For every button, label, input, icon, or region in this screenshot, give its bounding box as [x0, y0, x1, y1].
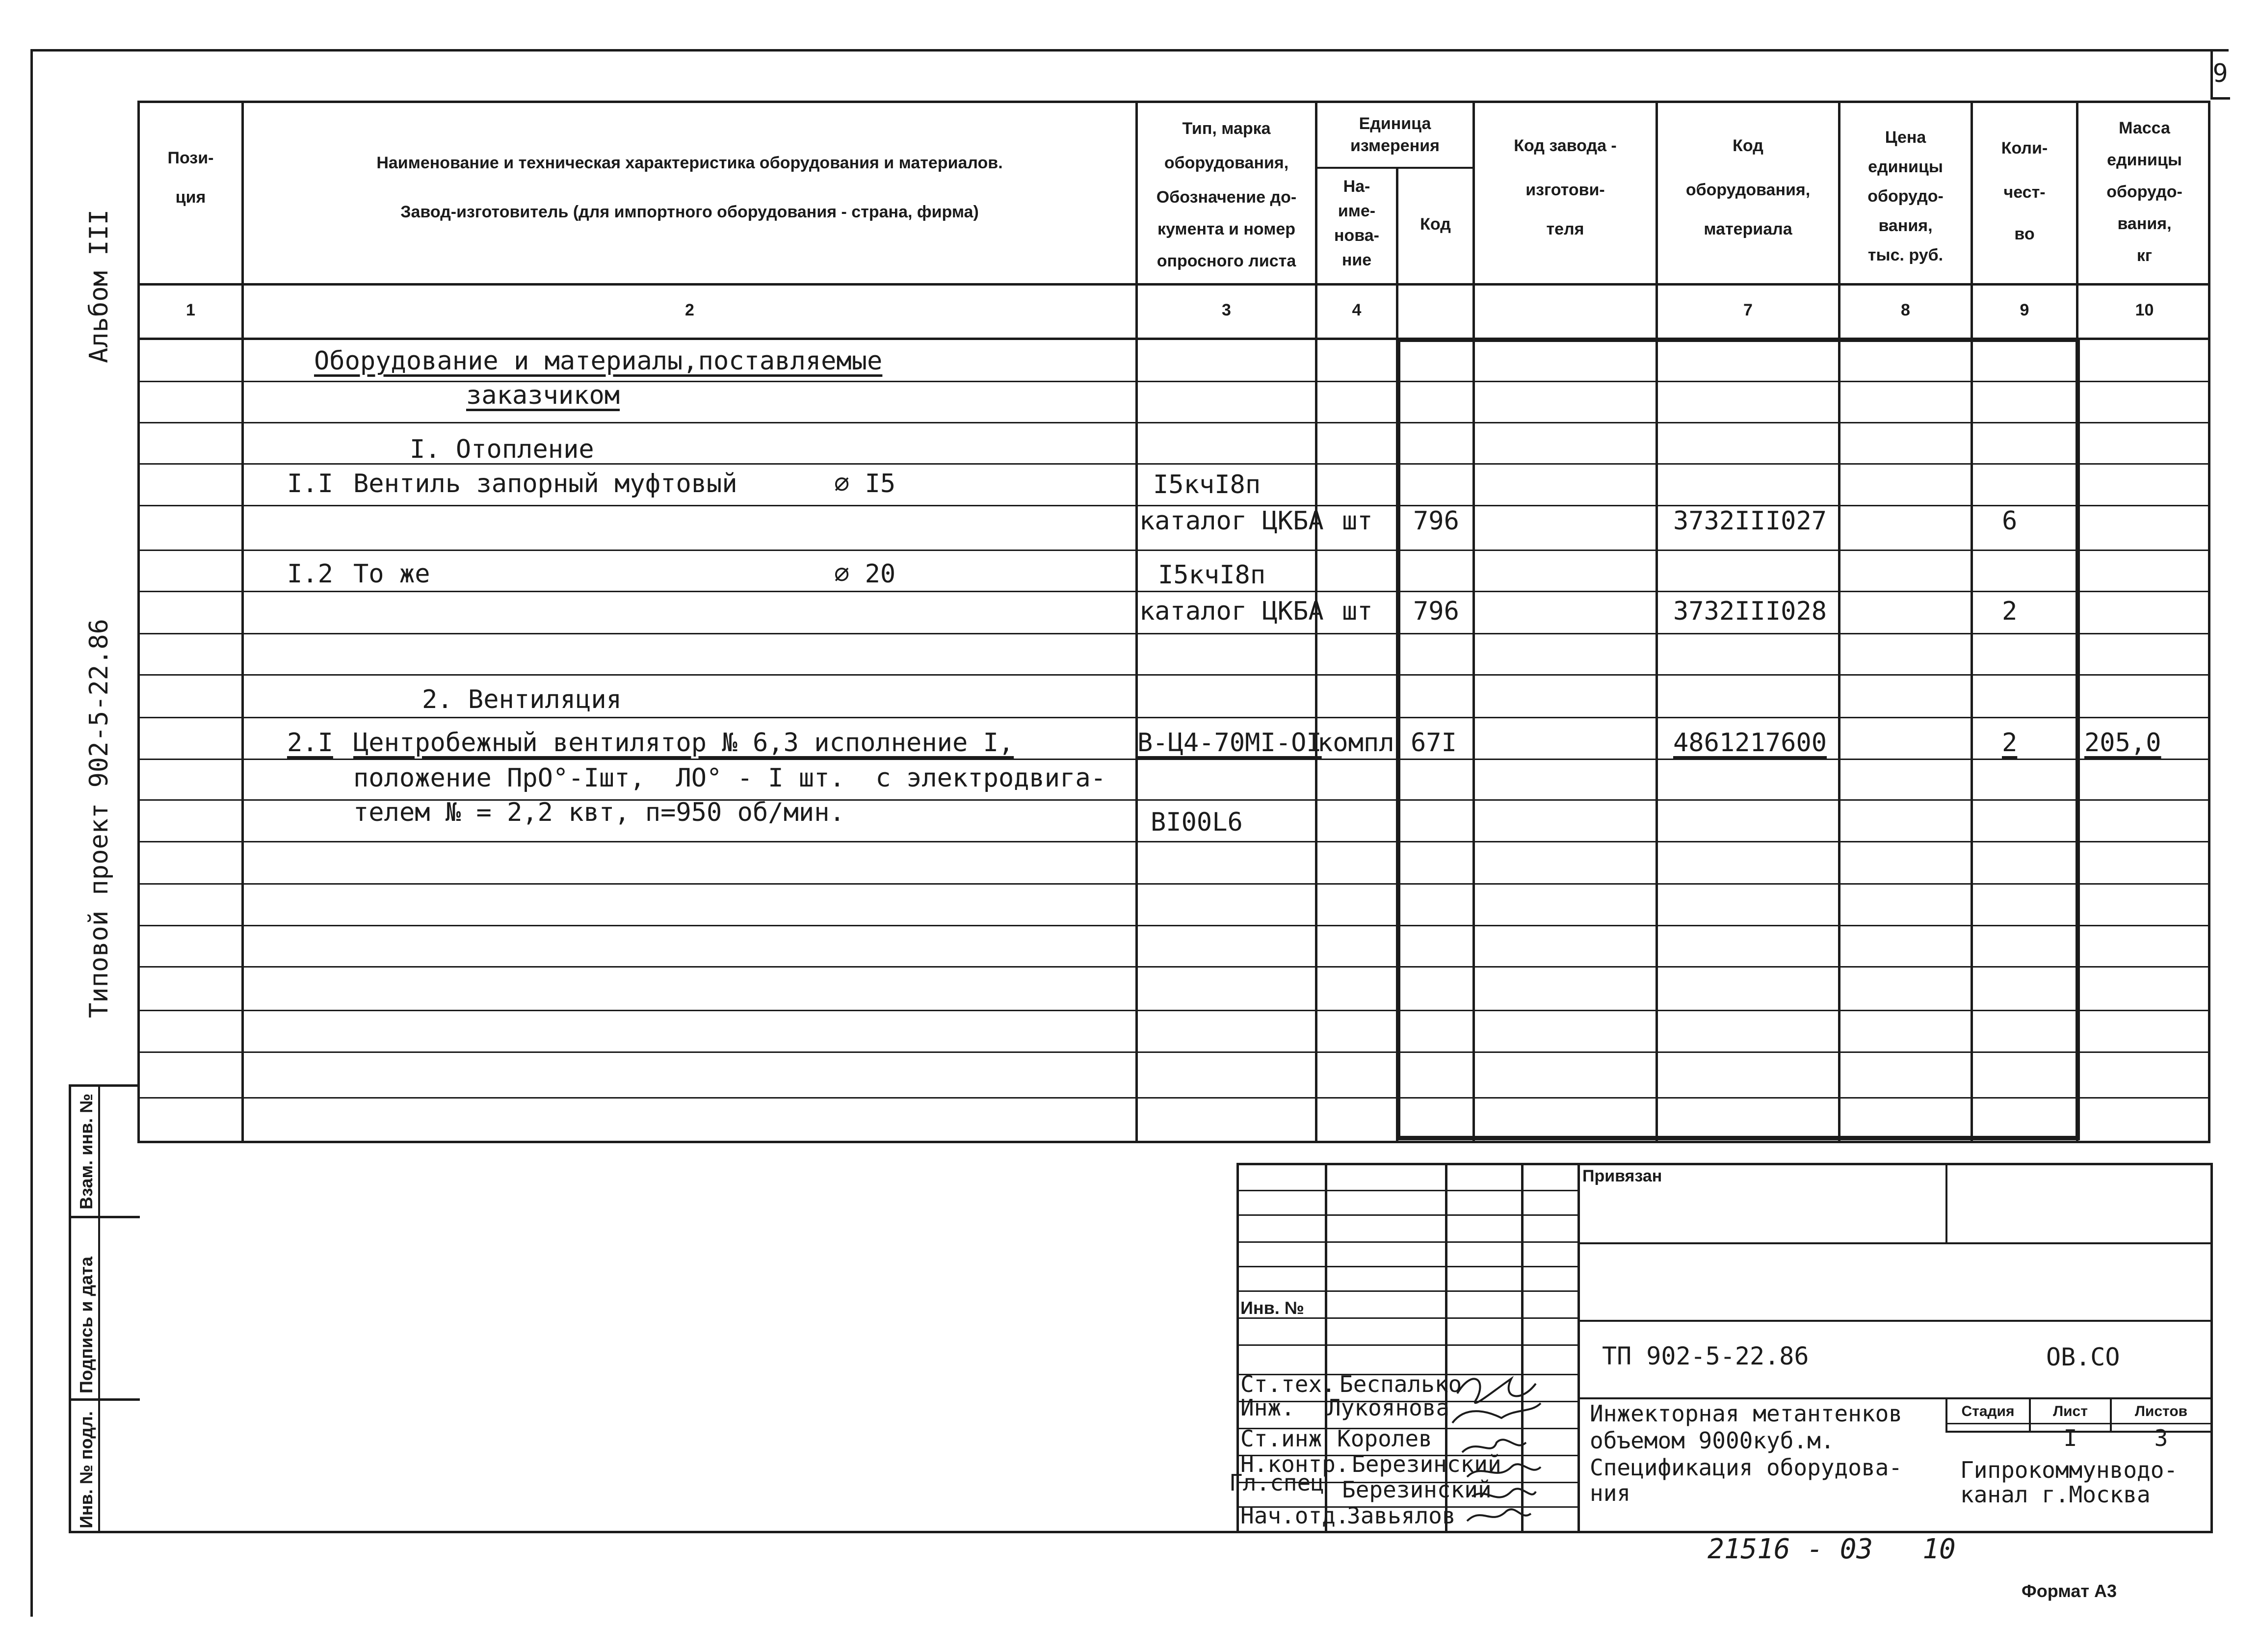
hdr-type-4: кумента и номер	[1157, 220, 1296, 238]
tb-staff-role: Гл.спец	[1229, 1469, 1324, 1496]
hdr-unitname-4: ние	[1341, 251, 1372, 269]
row-unit-code: 67I	[1411, 728, 1457, 758]
row-line	[137, 966, 2210, 968]
stamp-strip-line	[69, 1216, 140, 1218]
tb-line	[1945, 1163, 1947, 1244]
row-line	[137, 841, 2210, 842]
row-code: 3732III028	[1673, 597, 1827, 626]
project-label: Типовой проект 902-5-22.86	[84, 619, 114, 1018]
row-line	[137, 1097, 2210, 1099]
col-number: 1	[186, 301, 195, 319]
row-line	[137, 674, 2210, 676]
page-number: 9	[2212, 59, 2228, 88]
hdr-price-4: вания,	[1878, 216, 1933, 235]
row-type: В-Ц4-70МI-OI	[1137, 728, 1322, 758]
row-name: Вентиль запорный муфтовый	[353, 469, 737, 498]
tb-inv-no: Инв. №	[1240, 1298, 1304, 1318]
tb-line	[1236, 1290, 1580, 1292]
hdr-pos-2: ция	[175, 188, 206, 207]
row-quantity: 2	[2002, 597, 2018, 626]
tb-title-1: Инжекторная метантенков	[1590, 1400, 1902, 1427]
row-quantity: 2	[2002, 728, 2018, 758]
tb-line	[1577, 1320, 2213, 1322]
row-code: 3732III027	[1673, 506, 1827, 536]
row-position: 2.I	[287, 728, 333, 758]
col-number: 7	[1743, 301, 1753, 319]
tb-line	[1325, 1163, 1327, 1533]
tb-sheet-label: Лист	[2053, 1403, 2088, 1419]
row-name-cont: телем № = 2,2 квт, п=950 об/мин.	[353, 798, 845, 827]
row-type: I5кчI8п	[1158, 560, 1266, 590]
col-number: 10	[2135, 301, 2154, 319]
row-line	[137, 759, 2210, 760]
tb-sheet-value: I	[2063, 1425, 2077, 1451]
stamp-strip-line	[98, 1084, 100, 1533]
format-label: Формат А3	[2022, 1581, 2117, 1601]
tb-line	[1236, 1190, 1580, 1191]
tb-sheets-value: 3	[2154, 1425, 2168, 1451]
tb-org-2: канал г.Москва	[1960, 1481, 2151, 1508]
col-number-line	[137, 338, 2210, 340]
row-type: I5кчI8п	[1153, 470, 1261, 499]
hdr-price-5: тыс. руб.	[1867, 246, 1944, 264]
stamp-label: Подпись и дата	[76, 1257, 96, 1393]
tb-sheets-label: Листов	[2134, 1403, 2188, 1419]
section-heading-1: Оборудование и материалы,поставляемые	[314, 346, 883, 376]
row-line	[137, 883, 2210, 885]
tb-line	[1236, 1344, 1580, 1346]
hdr-qty-1: Коли-	[2001, 139, 2048, 157]
hdr-mass-4: вания,	[2117, 214, 2172, 233]
stamp-strip-line	[69, 1084, 71, 1533]
row-unit-code: 796	[1413, 506, 1459, 536]
tb-line	[1236, 1241, 1580, 1243]
row-unit: шт	[1342, 506, 1373, 536]
hdr-type-5: опросного листа	[1156, 252, 1296, 270]
row-line	[137, 925, 2210, 926]
row-name-cont: положение ПрО°-Iшт, ЛО° - I шт. с электродвига-	[353, 763, 1106, 793]
hdr-mass-3: оборудо-	[2106, 183, 2182, 201]
tb-staff-name: Лукоянова	[1327, 1394, 1450, 1421]
tb-staff-role: Инж.	[1240, 1394, 1295, 1421]
row-quantity: 6	[2002, 506, 2018, 536]
hdr-pos-1: Пози-	[167, 149, 214, 167]
album-label: Альбом III	[84, 209, 114, 363]
tb-line	[1577, 1242, 2213, 1244]
hdr-mass-2: единицы	[2107, 151, 2182, 169]
archive-number: 21516 - 03 10	[1708, 1533, 1956, 1565]
row-line	[137, 422, 2210, 423]
tb-staff-name: Завьялов	[1347, 1502, 1456, 1529]
tb-title-4: ния	[1590, 1480, 1631, 1506]
hdr-unitname-1: На-	[1343, 177, 1370, 196]
tb-line	[1577, 1163, 1580, 1533]
tb-staff-role: Ст.тех.	[1240, 1371, 1336, 1397]
tb-staff-name: Березинский	[1352, 1451, 1501, 1477]
hdr-plant-2: изготови-	[1525, 181, 1605, 199]
tb-staff-name: Березинский	[1342, 1476, 1492, 1503]
tb-title-2: объемом 9000куб.м.	[1590, 1427, 1835, 1454]
frame-top-line	[30, 49, 2229, 52]
hdr-unit-1: Единица	[1359, 114, 1431, 133]
frame-left-line	[30, 49, 33, 1617]
col-number: 3	[1222, 301, 1231, 319]
row-diameter: ∅ 20	[834, 559, 896, 589]
row-unit: компл	[1317, 728, 1394, 758]
tb-line	[1236, 1214, 1580, 1216]
col-number: 8	[1901, 301, 1910, 319]
row-motor-type: BI00L6	[1151, 808, 1243, 837]
tb-privyazan: Привязан	[1582, 1167, 1662, 1185]
hdr-name-1: Наименование и техническая характеристика оборудования и материалов.	[376, 154, 1003, 172]
hdr-price-3: оборудо-	[1867, 187, 1944, 206]
hdr-qty-2: чест-	[2003, 183, 2046, 202]
section-heading-2: заказчиком	[466, 381, 620, 410]
hdr-qty-3: во	[2014, 225, 2035, 243]
row-name: Центробежный вентилятор № 6,3 исполнение I,	[353, 728, 1014, 758]
row-name: То же	[353, 559, 430, 589]
col-number: 9	[2020, 301, 2029, 319]
page-number-box-line	[2210, 97, 2230, 100]
row-catalog: каталог ЦКБА	[1139, 506, 1324, 536]
stamp-strip-line	[69, 1084, 140, 1087]
hdr-code-3: материала	[1704, 220, 1792, 238]
hdr-unitcode: Код	[1420, 215, 1451, 234]
header-bottom-line	[137, 283, 2210, 286]
stamp-label: Инв. № подл.	[76, 1411, 96, 1528]
row-line	[137, 381, 2210, 382]
hdr-price-2: единицы	[1868, 157, 1943, 176]
row-line	[137, 1010, 2210, 1011]
unit-subheader-line	[1317, 167, 1474, 169]
hdr-type-2: оборудования,	[1164, 154, 1289, 172]
tb-staff-name: Королев	[1337, 1425, 1432, 1452]
col-number: 2	[685, 301, 694, 319]
hdr-code-1: Код	[1733, 136, 1763, 155]
section-ventilation: 2. Вентиляция	[422, 685, 622, 714]
hdr-plant-3: теля	[1546, 220, 1584, 238]
tb-line	[1236, 1266, 1580, 1267]
hdr-price-1: Цена	[1885, 128, 1926, 147]
row-mass: 205,0	[2084, 728, 2161, 758]
section-heating: I. Отопление	[410, 435, 594, 464]
tb-staff-name: Беспалько	[1340, 1371, 1462, 1397]
row-line	[137, 1051, 2210, 1053]
tb-stage-label: Стадия	[1961, 1403, 2015, 1419]
stamp-strip-line	[69, 1398, 140, 1401]
tb-line	[1945, 1423, 2213, 1424]
tb-title-3: Спецификация оборудова-	[1590, 1454, 1902, 1481]
col-number: 4	[1352, 301, 1362, 319]
col-line	[241, 101, 244, 1143]
row-position: I.2	[287, 559, 333, 589]
hdr-unitname-2: име-	[1338, 202, 1376, 220]
hdr-mass-5: кг	[2136, 246, 2153, 265]
row-line	[137, 717, 2210, 718]
hdr-unitname-3: нова-	[1334, 226, 1379, 245]
row-unit-code: 796	[1413, 597, 1459, 626]
row-position: I.I	[287, 469, 333, 498]
hdr-plant-1: Код завода -	[1514, 136, 1617, 155]
row-catalog: каталог ЦКБА	[1139, 597, 1324, 626]
tb-staff-role: Нач.отд.	[1240, 1502, 1349, 1529]
hdr-mass-1: Масса	[2119, 119, 2170, 137]
tb-staff-role: Н.контр.	[1240, 1451, 1349, 1477]
hdr-type-3: Обозначение до-	[1156, 188, 1297, 207]
tb-line	[1577, 1397, 2213, 1399]
row-line	[137, 550, 2210, 551]
row-line	[137, 633, 2210, 634]
tb-sheet-code: ОВ.СО	[2046, 1343, 2120, 1371]
row-unit: шт	[1342, 597, 1373, 626]
tb-staff-role: Ст.инж	[1240, 1425, 1322, 1452]
signatures	[1438, 1359, 1565, 1531]
tb-doc-code: ТП 902-5-22.86	[1602, 1342, 1809, 1370]
hdr-type-1: Тип, марка	[1182, 119, 1271, 138]
tb-org-1: Гипрокоммунводо-	[1960, 1457, 2178, 1483]
hdr-name-2: Завод-изготовитель (для импортного оборудования - страна, фирма)	[400, 203, 979, 221]
stamp-label: Взам. инв. №	[76, 1093, 96, 1209]
hdr-unit-2: измерения	[1350, 136, 1440, 155]
row-code: 4861217600	[1673, 728, 1827, 758]
row-diameter: ∅ I5	[834, 469, 896, 498]
hdr-code-2: оборудования,	[1685, 181, 1811, 199]
row-line	[137, 591, 2210, 592]
